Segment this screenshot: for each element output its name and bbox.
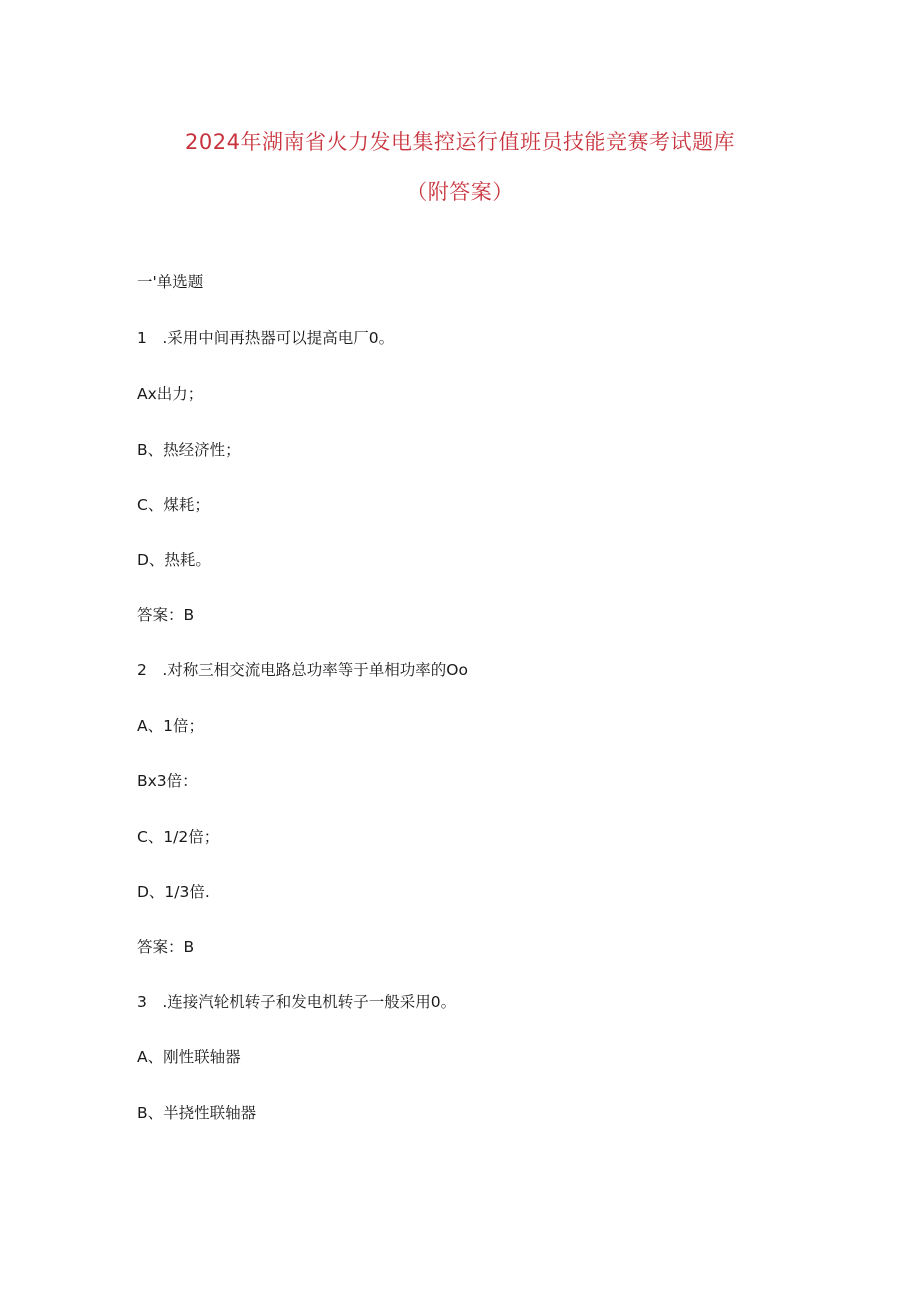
question-1-option-b: B、热经济性； [137, 441, 241, 459]
section-heading: 一'单选题 [137, 273, 204, 291]
question-1-option-a: Ax出力； [137, 385, 204, 403]
question-2-option-c: C、1/2倍； [137, 828, 220, 846]
question-1-option-d: D、热耗。 [137, 551, 211, 569]
question-1-option-c: C、煤耗； [137, 496, 210, 514]
question-2-answer: 答案：B [137, 938, 195, 956]
question-3: 3 .连接汽轮机转子和发电机转子一般采用0。 [137, 993, 457, 1011]
question-1: 1 .采用中间再热器可以提高电厂0。 [137, 329, 395, 347]
document-title: 2024年湖南省火力发电集控运行值班员技能竞赛考试题库 [185, 130, 735, 154]
question-2-option-d: D、1/3倍. [137, 883, 210, 901]
question-2-option-a: A、1倍； [137, 717, 204, 735]
question-3-option-b: B、半挠性联轴器 [137, 1104, 257, 1122]
question-3-option-a: A、刚性联轴器 [137, 1048, 241, 1066]
question-2: 2 .对称三相交流电路总功率等于单相功率的Oo [137, 661, 468, 679]
question-1-answer: 答案：B [137, 606, 195, 624]
document-subtitle: （附答案） [406, 180, 514, 204]
question-2-option-b: Bx3倍： [137, 772, 198, 790]
